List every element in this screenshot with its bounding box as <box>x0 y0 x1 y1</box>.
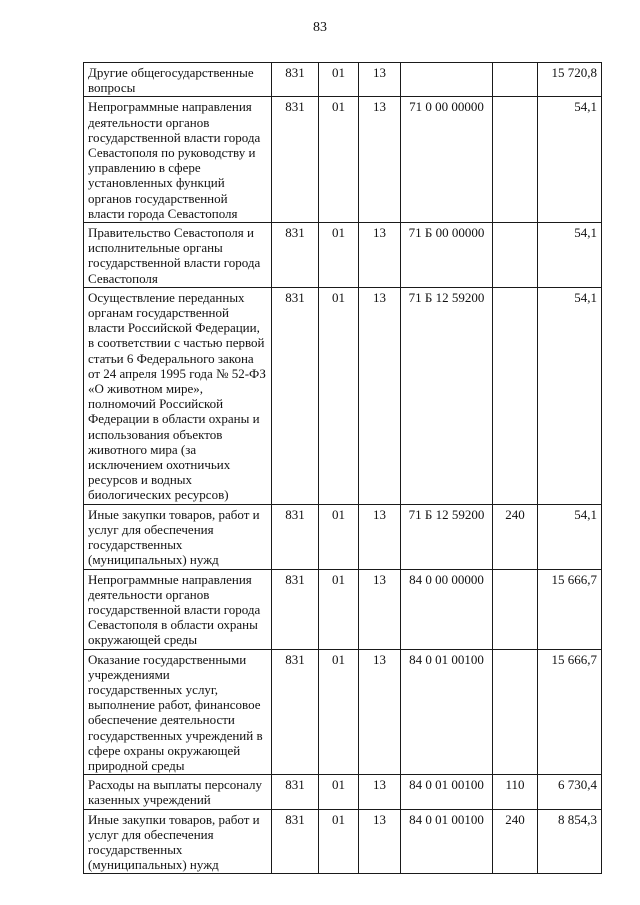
target-article-cell: 71 Б 12 59200 <box>401 504 493 569</box>
subsection-code-cell: 13 <box>359 649 401 775</box>
ministry-code-cell: 831 <box>272 649 319 775</box>
expense-type-cell: 240 <box>493 809 538 874</box>
expense-name-cell: Иные закупки товаров, работ и услуг для обеспечения государственных (муниципальных) нужд <box>84 504 272 569</box>
expense-name-cell: Оказание государственными учреждениями государственных услуг, выполнение работ, финансовое обеспечение деятельности государственных учреждений в сфере охраны окружающей природной среды <box>84 649 272 775</box>
target-article-cell: 71 Б 12 59200 <box>401 287 493 504</box>
expense-type-cell <box>493 223 538 288</box>
subsection-code-cell: 13 <box>359 223 401 288</box>
ministry-code-cell: 831 <box>272 775 319 809</box>
expense-name-cell: Осуществление переданных органам государственной власти Российской Федерации, в соответствии с частью первой статьи 6 Федерального закона от 24 апреля 1995 года № 52-ФЗ «О животном мире», полномочий Российской Федерации в области охраны и использования объектов животного мира (за исключением охотничьих ресурсов и водных биологических ресурсов) <box>84 287 272 504</box>
ministry-code-cell: 831 <box>272 504 319 569</box>
target-article-cell: 71 Б 00 00000 <box>401 223 493 288</box>
expense-type-cell: 240 <box>493 504 538 569</box>
target-article-cell: 84 0 01 00100 <box>401 649 493 775</box>
ministry-code-cell: 831 <box>272 63 319 97</box>
table-row <box>84 649 602 775</box>
table-row <box>84 97 602 223</box>
ministry-code-cell: 831 <box>272 287 319 504</box>
subsection-code-cell: 13 <box>359 97 401 223</box>
subsection-code-cell: 13 <box>359 775 401 809</box>
amount-cell: 54,1 <box>538 504 602 569</box>
section-code-cell: 01 <box>319 649 359 775</box>
section-code-cell: 01 <box>319 63 359 97</box>
subsection-code-cell: 13 <box>359 63 401 97</box>
subsection-code-cell: 13 <box>359 287 401 504</box>
subsection-code-cell: 13 <box>359 809 401 874</box>
expense-name-cell: Другие общегосударственные вопросы <box>84 63 272 97</box>
amount-cell: 6 730,4 <box>538 775 602 809</box>
table-row <box>84 223 602 288</box>
expense-name-cell: Правительство Севастополя и исполнительные органы государственной власти города Севастополя <box>84 223 272 288</box>
section-code-cell: 01 <box>319 97 359 223</box>
subsection-code-cell: 13 <box>359 569 401 649</box>
page-number: 83 <box>313 20 327 35</box>
target-article-cell <box>401 63 493 97</box>
expense-name-cell: Расходы на выплаты персоналу казенных учреждений <box>84 775 272 809</box>
table-row <box>84 504 602 569</box>
expense-name-cell: Непрограммные направления деятельности органов государственной власти города Севастополя в области охраны окружающей среды <box>84 569 272 649</box>
expense-name-cell: Непрограммные направления деятельности органов государственной власти города Севастополя по руководству и управлению в сфере установленных функций органов государственной власти города Севастополя <box>84 97 272 223</box>
expense-name-cell: Иные закупки товаров, работ и услуг для обеспечения государственных (муниципальных) нужд <box>84 809 272 874</box>
table-row <box>84 569 602 649</box>
budget-table <box>83 62 602 874</box>
table-row <box>84 775 602 809</box>
section-code-cell: 01 <box>319 775 359 809</box>
expense-type-cell <box>493 569 538 649</box>
section-code-cell: 01 <box>319 223 359 288</box>
table-row <box>84 63 602 97</box>
section-code-cell: 01 <box>319 504 359 569</box>
table-row <box>84 809 602 874</box>
amount-cell: 54,1 <box>538 223 602 288</box>
section-code-cell: 01 <box>319 287 359 504</box>
ministry-code-cell: 831 <box>272 223 319 288</box>
amount-cell: 54,1 <box>538 287 602 504</box>
expense-type-cell <box>493 649 538 775</box>
amount-cell: 15 666,7 <box>538 569 602 649</box>
ministry-code-cell: 831 <box>272 569 319 649</box>
section-code-cell: 01 <box>319 809 359 874</box>
expense-type-cell <box>493 97 538 223</box>
target-article-cell: 84 0 01 00100 <box>401 809 493 874</box>
budget-table-body <box>84 63 602 874</box>
section-code-cell: 01 <box>319 569 359 649</box>
amount-cell: 54,1 <box>538 97 602 223</box>
table-row <box>84 287 602 504</box>
subsection-code-cell: 13 <box>359 504 401 569</box>
expense-type-cell <box>493 63 538 97</box>
ministry-code-cell: 831 <box>272 809 319 874</box>
amount-cell: 15 720,8 <box>538 63 602 97</box>
amount-cell: 8 854,3 <box>538 809 602 874</box>
target-article-cell: 84 0 01 00100 <box>401 775 493 809</box>
expense-type-cell <box>493 287 538 504</box>
target-article-cell: 71 0 00 00000 <box>401 97 493 223</box>
target-article-cell: 84 0 00 00000 <box>401 569 493 649</box>
ministry-code-cell: 831 <box>272 97 319 223</box>
expense-type-cell: 110 <box>493 775 538 809</box>
amount-cell: 15 666,7 <box>538 649 602 775</box>
